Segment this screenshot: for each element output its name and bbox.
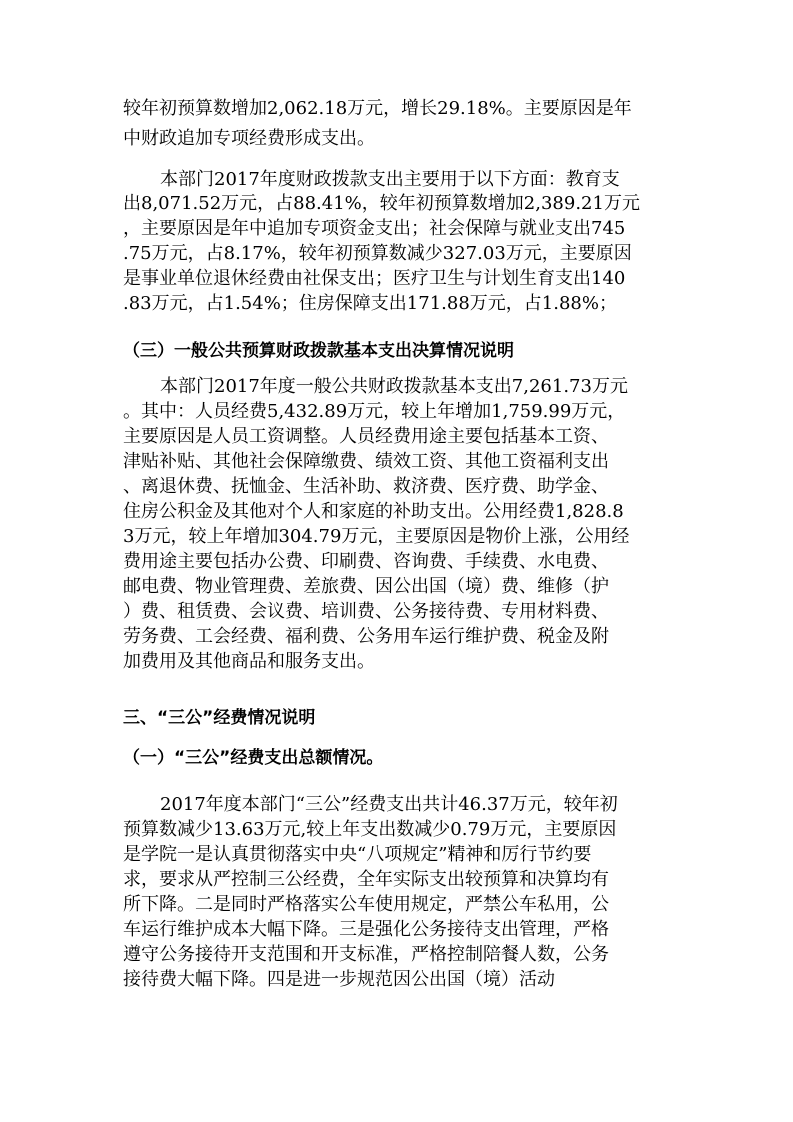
text-line: 是事业单位退休经费由社保支出；医疗卫生与计划生育支出140 [123,268,626,289]
text-line: 劳务费、工会经费、福利费、公务用车运行维护费、税金及附 [123,626,609,647]
text-line: 主要原因是人员工资调整。人员经费用途主要包括基本工资、 [123,426,609,447]
text-line: 出8,071.52万元，占88.41%，较年初预算数增加2,389.21万元 [123,193,640,214]
text-line: 车运行维护成本大幅下降。三是强化公务接待支出管理，严格 [123,919,609,940]
text-line: 本部门2017年度财政拨款支出主要用于以下方面：教育支 [160,169,620,190]
text-line: 3万元，较上年增加304.79万元，主要原因是物价上涨，公用经 [123,526,630,547]
section-heading: （三）一般公共预算财政拨款基本支出决算情况说明 [123,341,514,361]
text-line: 费用途主要包括办公费、印刷费、咨询费、手续费、水电费、 [123,551,609,572]
section-title: 三、“三公”经费情况说明 [123,708,316,728]
text-line: 2017年度本部门“三公”经费支出共计46.37万元，较年初 [160,794,618,815]
text-line: .75万元，占8.17%，较年初预算数减少327.03万元，主要原因 [123,243,632,264]
text-line: 是学院一是认真贯彻落实中央“八项规定”精神和厉行节约要 [123,844,592,865]
text-line: 本部门2017年度一般公共财政拨款基本支出7,261.73万元 [160,376,628,397]
text-line: ）费、租赁费、会议费、培训费、公务接待费、专用材料费、 [123,601,609,622]
text-line: 遵守公务接待开支范围和开支标准，严格控制陪餐人数，公务 [123,944,609,965]
subsection-title: （一）“三公”经费支出总额情况。 [123,748,384,768]
text-line: 。其中：人员经费5,432.89万元，较上年增加1,759.99万元， [123,401,626,422]
text-line: 预算数减少13.63万元,较上年支出数减少0.79万元，主要原因 [123,819,617,840]
text-line: 较年初预算数增加2,062.18万元，增长29.18%。主要原因是年 [123,98,632,119]
text-line: 接待费大幅下降。四是进一步规范因公出国（境）活动 [123,969,555,990]
text-line: 中财政追加专项经费形成支出。 [123,128,375,149]
text-line: 邮电费、物业管理费、差旅费、因公出国（境）费、维修（护 [123,576,609,597]
text-line: ，主要原因是年中追加专项资金支出；社会保障与就业支出745 [123,218,626,239]
text-line: .83万元，占1.54%；住房保障支出171.88万元，占1.88%； [123,293,617,314]
text-line: 求，要求从严控制三公经费，全年实际支出较预算和决算均有 [123,869,609,890]
text-line: 住房公积金及其他对个人和家庭的补助支出。公用经费1,828.8 [123,501,624,522]
text-line: 津贴补贴、其他社会保障缴费、绩效工资、其他工资福利支出 [123,451,609,472]
text-line: 加费用及其他商品和服务支出。 [123,651,375,672]
text-line: 所下降。二是同时严格落实公车使用规定，严禁公车私用，公 [123,894,609,915]
text-line: 、离退休费、抚恤金、生活补助、救济费、医疗费、助学金、 [123,476,609,497]
